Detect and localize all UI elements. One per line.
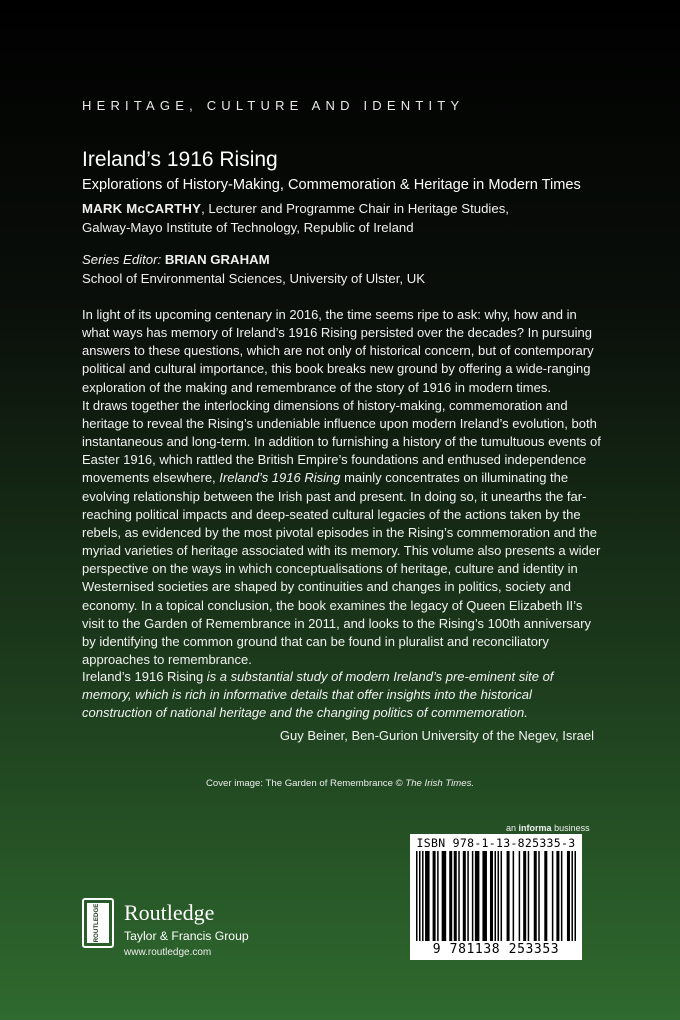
blurb-paragraph-2 [82,397,602,669]
cover-credit-text: Cover image: The Garden of Remembrance © [205,778,403,789]
barcode-bar [538,851,540,941]
barcode-bar [475,851,480,941]
barcode-bars [416,851,576,941]
series-editor-name: BRIAN GRAHAM [164,252,270,267]
barcode-bar [501,851,503,941]
isbn-label: ISBN 978-1-13-825335-3 [416,836,576,850]
blurb-p2-end: mainly concentrates on illuminating the evolving relationship between the Irish past and present. In doing so, it unearths the far-reaching political impacts and deep-seated cultural legacies of the actions taken by the rebels, as evidenced by the most pivotal episodes in the Rising’s commemoration and the myriad varieties of heritage associated with its memory. This volume also presents a wider perspective on the ways in which conceptualisations of heritage, culture and identity in Westernised societies are shaped by continuities and changes in politics, society and economy. In a topical conclusion, the book examines the legacy of Queen Elizabeth II’s visit to the Garden of Remembrance in 2011, and looks to the Rising’s 100th anniversary by identifying the common ground that can be found in pluralist and reconciliatory approaches to remembrance. [82,470,601,667]
barcode-bar [425,851,430,941]
cover-credit-source: The Irish Times. [405,778,475,789]
review-attribution: Guy Beiner, Ben-Gurion University of the Negev, Israel [279,728,594,743]
cover-credit [0,778,680,789]
barcode-bar [498,851,500,941]
routledge-logo-icon [82,898,114,948]
barcode-bar [449,851,452,941]
barcode-bar [463,851,466,941]
series-editor-label: Series Editor: [82,252,162,267]
barcode-bar [490,851,493,941]
barcode-bar [544,851,547,941]
author-role: , Lecturer and Programme Chair in Heritage Studies, [201,201,509,216]
review-quote [82,668,602,723]
barcode-bar [507,851,510,941]
logo-letters: ROUTLEDGE [93,903,100,943]
publisher-name: Routledge [124,900,215,925]
isbn-digits: 9 781138 253353 [432,942,560,957]
barcode-bar [433,851,436,941]
blurb-p2-start: It draws together the interlocking dimensions of history-making, commemoration and heritage to reveal the Rising’s undeniable influence upon modern Ireland’s evolution, both instantaneous and long-term. In addition to furnishing a history of the tumultuous events of Easter 1916, which rattled the British Empire’s foundations and enthused independence movements elsewhere, [82,397,601,486]
blurb-p2-title: Ireland’s 1916 Rising [219,470,341,486]
barcode-bar [458,851,460,941]
barcode-bar [454,851,457,941]
barcode-bar [523,851,526,941]
blurb-paragraph-1: In light of its upcoming centenary in 2016, the time seems ripe to ask: why, how and in what ways has memory of Ireland’s 1916 Rising persisted over the decades? In pursuing answers to these questions, which are not only of historical concern, but of contemporary political and cultural importance, this book breaks new ground by offering a wide-ranging exploration of the making and remembrance of the story of 1916 in modern times. [82,307,594,395]
publisher-url[interactable]: www.routledge.com [124,947,212,958]
barcode-bar [552,851,554,941]
author-block [82,199,602,237]
barcode-bar [467,851,469,941]
barcode-bar [561,851,563,941]
barcode-bar [574,851,576,941]
informa-suffix: business [554,823,590,833]
informa-business [506,823,590,833]
informa-brand: informa [518,823,552,833]
blurb [82,306,602,669]
barcode-bar [442,851,447,941]
author-affiliation: Galway-Mayo Institute of Technology, Republic of Ireland [82,220,414,235]
barcode-bar [437,851,439,941]
barcode-bar [556,851,559,941]
barcode-bar [528,851,530,941]
barcode-bar [472,851,474,941]
informa-prefix: an [506,823,517,833]
review-book-title: Ireland’s 1916 Rising [82,669,204,684]
isbn-barcode [410,834,582,960]
series-name: HERITAGE, CULTURE AND IDENTITY [82,98,465,113]
barcode-bar [416,851,418,941]
barcode-bar [482,851,487,941]
barcode-bar [567,851,570,941]
barcode-bar [513,851,515,941]
book-subtitle: Explorations of History-Making, Commemoration & Heritage in Modern Times [82,177,581,193]
series-editor-block [82,250,602,288]
barcode-bar [534,851,537,941]
author-name: MARK McCARTHY [82,201,202,216]
review-text: is a substantial study of modern Ireland’s pre-eminent site of memory, which is rich in informative details that offer insights into the historical construction of national heritage and the changing politics of commemoration. [82,669,554,721]
publisher-group: Taylor & Francis Group [124,929,249,943]
series-editor-affiliation: School of Environmental Sciences, University of Ulster, UK [82,271,426,286]
barcode-bar [419,851,421,941]
book-title: Ireland’s 1916 Rising [82,148,278,171]
barcode-bar [494,851,496,941]
barcode-bar [571,851,573,941]
barcode-bar [422,851,424,941]
barcode-bar [519,851,521,941]
